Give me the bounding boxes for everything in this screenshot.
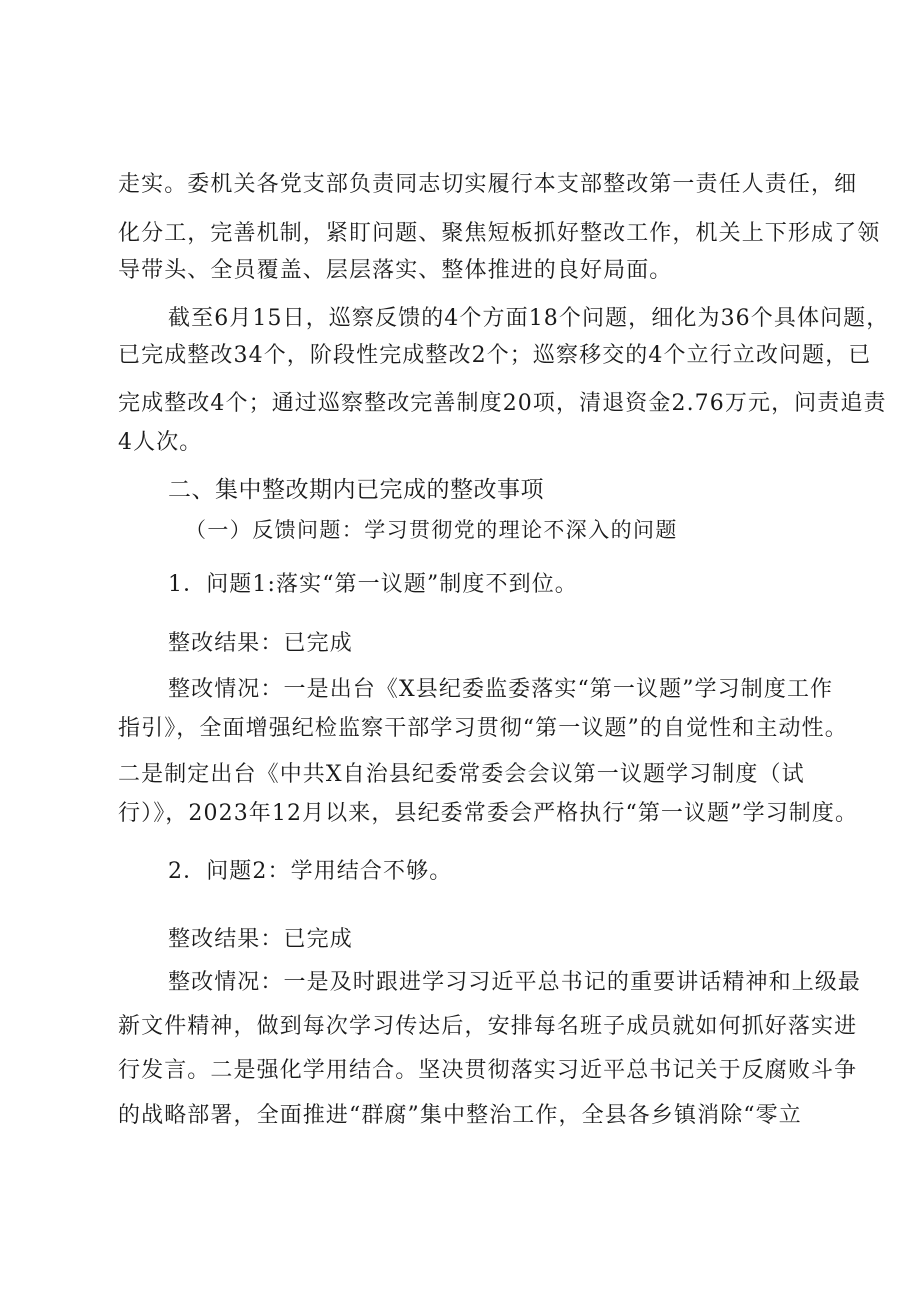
paragraph-1-line-3: 导带头、全员覆盖、层层落实、整体推进的良好局面。: [118, 258, 673, 283]
item-1-status-line-3: 二是制定出台《中共X自治县纪委常委会会议第一议题学习制度（试: [118, 762, 805, 787]
paragraph-1-line-1: 走实。委机关各党支部负责同志切实履行本支部整改第一责任人责任，细: [118, 172, 858, 197]
subsection-heading-1: （一）反馈问题：学习贯彻党的理论不深入的问题: [185, 518, 678, 542]
item-1-result: 整改结果：已完成: [168, 631, 353, 656]
item-2-status-line-4: 的战略部署，全面推进“群腐”集中整治工作，全县各乡镇消除“零立: [118, 1103, 802, 1128]
item-1-status-line-1: 整改情况：一是出台《X县纪委监委落实“第一议题”学习制度工作: [168, 677, 834, 702]
paragraph-1-line-2: 化分工，完善机制，紧盯问题、聚焦短板抓好整改工作，机关上下形成了领: [118, 221, 881, 246]
paragraph-2-line-3: 完成整改4个；通过巡察整改完善制度20项，清退资金2.76万元，问责追责: [118, 391, 887, 416]
paragraph-2-line-1: 截至6月15日，巡察反馈的4个方面18个问题，细化为36个具体问题，: [168, 306, 890, 331]
item-2-status-line-3: 行发言。二是强化学用结合。坚决贯彻落实习近平总书记关于反腐败斗争: [118, 1058, 858, 1083]
item-2-status-line-1: 整改情况：一是及时跟进学习习近平总书记的重要讲话精神和上级最: [168, 970, 862, 995]
item-1-status-line-4: 行）》，2023年12月以来，县纪委常委会严格执行“第一议题”学习制度。: [118, 801, 859, 826]
item-1-status-line-2: 指引》，全面增强纪检监察干部学习贯彻“第一议题”的自觉性和主动性。: [118, 716, 848, 741]
item-2-status-line-2: 新文件精神，做到每次学习传达后，安排每名班子成员就如何抓好落实进: [118, 1014, 858, 1039]
item-2-title: 2．问题2：学用结合不够。: [168, 859, 453, 884]
item-2-result: 整改结果：已完成: [168, 927, 353, 952]
paragraph-2-line-4: 4人次。: [118, 430, 203, 455]
paragraph-2-line-2: 已完成整改34个，阶段性完成整改2个；巡察移交的4个立行立改问题，已: [118, 343, 872, 368]
item-1-title: 1．问题1:落实“第一议题”制度不到位。: [168, 572, 578, 597]
section-heading-2: 二、集中整改期内已完成的整改事项: [168, 477, 544, 503]
